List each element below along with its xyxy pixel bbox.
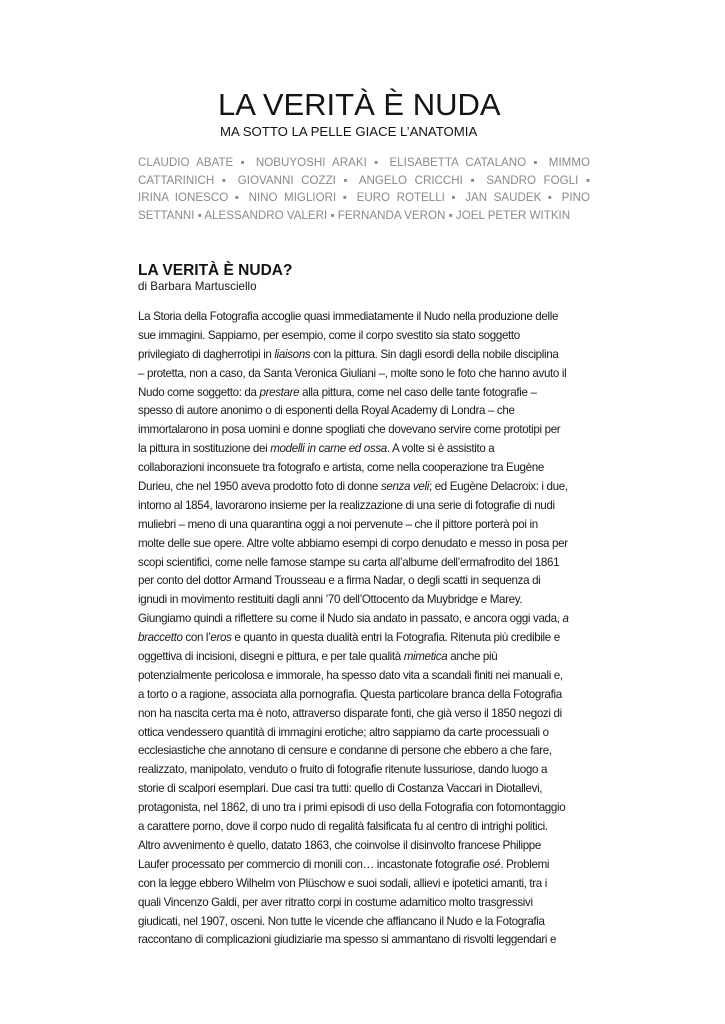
- body-text: anche più: [447, 650, 498, 664]
- artists-list: [138, 154, 590, 224]
- body-text: . A volte si è assistito a: [386, 442, 495, 456]
- body-line: [138, 535, 590, 554]
- body-line: [138, 629, 590, 648]
- body-text: ottica vendessero quantità di immagini erotiche; altro sappiamo da carte processuali o: [138, 725, 549, 739]
- body-line: [138, 931, 590, 950]
- body-line: [138, 724, 590, 743]
- body-line: [138, 365, 590, 384]
- body-text: privilegiato di dagherrotipi in: [138, 347, 275, 361]
- body-italic-text: eros: [210, 631, 232, 645]
- article-body: [138, 308, 590, 950]
- body-text: giudicati, nel 1907, osceni. Non tutte le vicende che affiancano il Nudo e la Fotografia: [138, 914, 545, 928]
- article-heading: LA VERITÀ È NUDA?: [138, 262, 293, 279]
- body-line: [138, 742, 590, 761]
- body-line: [138, 346, 590, 365]
- body-line: [138, 572, 590, 591]
- body-line: [138, 497, 590, 516]
- body-line: [138, 818, 590, 837]
- body-text: immortalarono in posa uomini e donne spogliati che dovevano servire come prototipi per: [138, 423, 561, 437]
- body-text: non ha nascita certa ma è noto, attraverso disparate fonti, che già verso il 1850 negozi di: [138, 706, 562, 720]
- body-text: a carattere porno, dove il corpo nudo di regalità falsificata fu al centro di intrighi politici.: [138, 820, 548, 834]
- body-text: storie di scalpori esemplari. Due casi tra tutti: quello di Costanza Vaccari in Diotallevi,: [138, 782, 543, 796]
- body-text: Laufer processato per commercio di monili con… incastonate fotografie: [138, 857, 483, 871]
- body-line: [138, 554, 590, 573]
- body-text: e quanto in questa dualità entri la Fotografia. Ritenuta più credibile e: [231, 631, 560, 645]
- body-line: [138, 421, 590, 440]
- article-author: di Barbara Martusciello: [138, 280, 257, 293]
- body-text: scopi scientifici, come nelle famose stampe su carta all’albume dell’ermafrodito del 1861: [138, 555, 560, 569]
- body-line: [138, 591, 590, 610]
- body-italic-text: prestare: [259, 385, 300, 399]
- body-line: [138, 402, 590, 421]
- body-text: alla pittura, come nel caso delle tante fotografie –: [299, 385, 537, 399]
- body-text: Nudo come soggetto: da: [138, 385, 260, 399]
- body-italic-text: mimetica: [403, 650, 448, 664]
- body-text: Altro avvenimento è quello, datato 1863, che coinvolse il disinvolto francese Philippe: [138, 838, 541, 852]
- body-line: [138, 667, 590, 686]
- body-text: la pittura in sostituzione dei: [138, 442, 271, 456]
- body-text: Durieu, che nel 1950 aveva prodotto foto di donne: [138, 480, 381, 494]
- body-line: [138, 913, 590, 932]
- body-line: [138, 516, 590, 535]
- body-text: potenzialmente pericolosa e immorale, ha spesso dato vita a scandali finiti nei manuali e,: [138, 668, 563, 682]
- body-line: [138, 384, 590, 403]
- body-text: per conto del dottor Armand Trousseau e a firma Nadar, o degli scatti in sequenza di: [138, 574, 541, 588]
- body-line: [138, 875, 590, 894]
- artists-line: CLAUDIO ABATE ▪ NOBUYOSHI ARAKI ▪ ELISABETTA CATALANO ▪ MIMMO: [138, 156, 590, 169]
- body-text: ecclesiastiche che annotano di censure e condanne di persone che ebbero a che fare,: [138, 744, 552, 758]
- body-line: [138, 648, 590, 667]
- body-italic-text: liaisons: [274, 347, 311, 361]
- body-text: ; ed Eugène Delacroix: i due,: [428, 480, 568, 494]
- body-line: [138, 478, 590, 497]
- body-line: [138, 327, 590, 346]
- body-line: [138, 799, 590, 818]
- body-italic-text: a: [562, 612, 569, 626]
- body-text: con l’: [182, 631, 211, 645]
- body-text: oggettiva di incisioni, disegni e pittura, e per tale qualità: [138, 650, 404, 664]
- body-line: [138, 610, 590, 629]
- body-text: collaborazioni inconsuete tra fotografo e artista, come nella cooperazione tra Eugène: [138, 461, 544, 475]
- page-title: LA VERITÀ È NUDA: [218, 87, 501, 122]
- body-text: La Storia della Fotografia accoglie quasi immediatamente il Nudo nella produzione delle: [138, 310, 559, 323]
- body-italic-text: senza veli: [380, 480, 429, 494]
- body-text: ignudi in movimento restituiti dagli anni ’70 dell’Ottocento da Muybridge e Marey.: [138, 593, 523, 607]
- artists-line: CATTARINICH ▪ GIOVANNI COZZI ▪ ANGELO CRICCHI ▪ SANDRO FOGLI ▪: [138, 173, 590, 187]
- body-text: . Problemi: [500, 857, 550, 871]
- body-line: [138, 440, 590, 459]
- body-line: [138, 705, 590, 724]
- body-text: intorno al 1854, lavorarono insieme per la realizzazione di una serie di fotografie di nudi: [138, 498, 555, 512]
- body-text: spesso di autore anonimo o di esponenti della Royal Academy di Londra – che: [138, 404, 515, 418]
- body-line: [138, 459, 590, 478]
- body-text: muliebri – meno di una quarantina oggi a noi pervenute – che il pittore porterà poi in: [138, 517, 538, 531]
- body-text: sue immagini. Sappiamo, per esempio, come il corpo svestito sia stato soggetto: [138, 328, 520, 342]
- body-italic-text: osé: [482, 857, 501, 871]
- body-line: [138, 780, 590, 799]
- body-text: con la pittura. Sin dagli esordi della nobile disciplina: [310, 347, 559, 361]
- body-italic-text: modelli in carne ed ossa: [270, 442, 387, 456]
- body-text: – protetta, non a caso, da Santa Veronica Giuliani –, molte sono le foto che hanno avuto il: [138, 366, 567, 380]
- artists-line: SETTANNI ▪ ALESSANDRO VALERI ▪ FERNANDA VERON ▪ JOEL PETER WITKIN: [138, 208, 571, 222]
- body-text: molte delle sue opere. Altre volte abbiamo esempi di corpo denudato e messo in posa per: [138, 536, 568, 550]
- body-text: con la legge ebbero Wilhelm von Plüschow e suoi sodali, allievi e ipotetici amanti, tra i: [138, 876, 547, 890]
- body-text: realizzato, manipolato, venduto o fruito di fotografie ritenute lussuriose, dando luogo a: [138, 763, 548, 777]
- body-text: raccontano di complicazioni giudiziarie ma spesso si ammantano di risvolti leggendari e: [138, 933, 557, 947]
- body-text: quali Vincenzo Galdi, per aver ritratto corpi in costume adamitico molto trasgressivi: [138, 895, 533, 909]
- body-line: [138, 686, 590, 705]
- body-text: Giungiamo quindi a riflettere su come il Nudo sia andato in passato, e ancora oggi vada,: [138, 612, 563, 626]
- body-italic-text: braccetto: [138, 631, 183, 645]
- body-line: [138, 761, 590, 780]
- body-text: a torto o a ragione, associata alla pornografia. Questa particolare branca della Fotografia: [138, 687, 562, 701]
- page-subtitle: MA SOTTO LA PELLE GIACE L’ANATOMIA: [220, 124, 478, 139]
- body-line: [138, 894, 590, 913]
- body-line: [138, 308, 590, 327]
- body-text: protagonista, nel 1862, di uno tra i primi episodi di uso della Fotografia con fotomontaggio: [138, 801, 566, 815]
- body-line: [138, 856, 590, 875]
- artists-line: IRINA IONESCO ▪ NINO MIGLIORI ▪ EURO ROTELLI ▪ JAN SAUDEK ▪ PINO: [138, 191, 590, 204]
- body-line: [138, 837, 590, 856]
